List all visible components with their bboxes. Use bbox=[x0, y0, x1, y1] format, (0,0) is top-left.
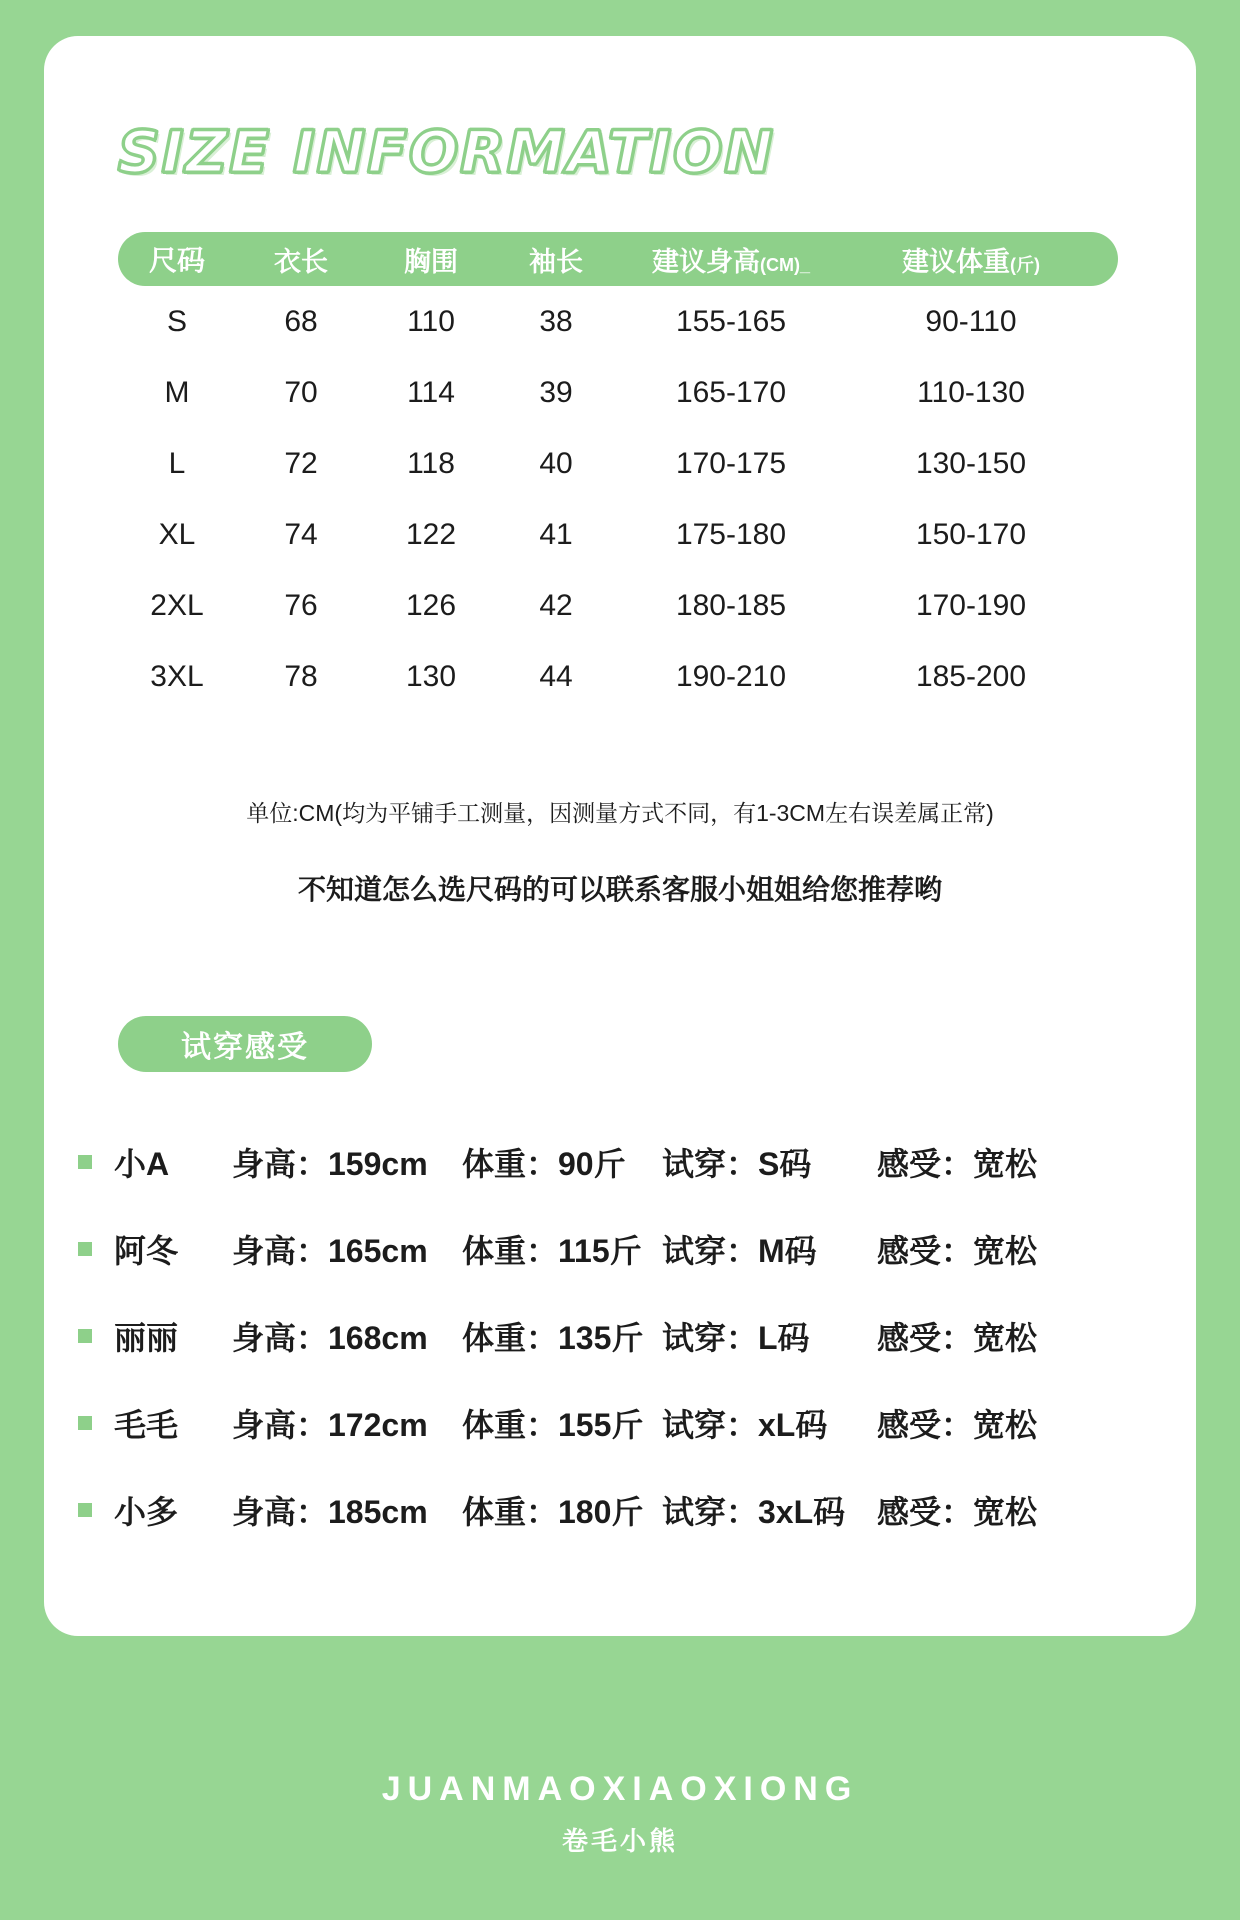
tester-feel: 感受：宽松 bbox=[877, 1406, 1038, 1443]
table-row bbox=[118, 499, 1118, 570]
cell-bust: 126 bbox=[405, 588, 457, 622]
header-length: 衣长 bbox=[274, 246, 328, 277]
cell-length: 74 bbox=[284, 517, 318, 551]
tester-size: 试穿：M码 bbox=[662, 1232, 817, 1269]
tester-feel: 感受：宽松 bbox=[877, 1145, 1038, 1182]
list-item bbox=[78, 1379, 1138, 1466]
tryon-feedback-list bbox=[78, 1118, 1138, 1553]
cell-bust: 118 bbox=[407, 446, 455, 480]
tester-weight: 体重：115斤 bbox=[462, 1232, 642, 1269]
cell-sleeve: 42 bbox=[539, 588, 573, 622]
cell-weight: 110-130 bbox=[917, 375, 1025, 409]
measurement-note: 单位:CM(均为平铺手工测量，因测量方式不同，有1-3CM左右误差属正常) bbox=[246, 800, 994, 826]
tester-height: 身高：159cm bbox=[232, 1145, 428, 1182]
cell-size: 3XL bbox=[150, 659, 204, 693]
cell-bust: 122 bbox=[405, 517, 457, 551]
header-size: 尺码 bbox=[148, 245, 205, 276]
tester-size: 试穿：S码 bbox=[662, 1145, 812, 1182]
tester-name: 丽丽 bbox=[114, 1319, 179, 1356]
tester-weight: 体重：155斤 bbox=[462, 1406, 644, 1443]
cell-size: S bbox=[166, 304, 187, 338]
table-row bbox=[118, 428, 1118, 499]
cell-height: 190-210 bbox=[675, 659, 787, 693]
header-sleeve: 袖长 bbox=[529, 246, 583, 277]
cell-height: 165-170 bbox=[675, 375, 787, 409]
header-weight: 建议体重(斤) bbox=[902, 246, 1040, 277]
cell-size: L bbox=[168, 446, 186, 480]
header-height-unit: (CM)_ bbox=[760, 254, 810, 275]
tester-name: 小A bbox=[114, 1145, 170, 1182]
tester-height: 身高：165cm bbox=[232, 1232, 428, 1269]
bullet-icon bbox=[78, 1329, 92, 1343]
list-item bbox=[78, 1118, 1138, 1205]
tester-weight: 体重：90斤 bbox=[462, 1145, 626, 1182]
cell-length: 68 bbox=[284, 304, 318, 338]
bullet-icon bbox=[78, 1416, 92, 1430]
tester-name: 小多 bbox=[114, 1493, 179, 1530]
brand-name-en: JUANMAOXIAOXIONG bbox=[381, 1770, 859, 1808]
cell-size: XL bbox=[158, 517, 196, 551]
tester-height: 身高：168cm bbox=[232, 1319, 428, 1356]
cell-weight: 150-170 bbox=[915, 517, 1027, 551]
tester-size: 试穿：L码 bbox=[662, 1319, 810, 1356]
size-table bbox=[118, 232, 1118, 712]
cell-sleeve: 44 bbox=[539, 659, 573, 693]
bullet-icon bbox=[78, 1155, 92, 1169]
cell-weight: 170-190 bbox=[915, 588, 1027, 622]
tester-size: 试穿：3xL码 bbox=[662, 1493, 846, 1530]
cell-size: M bbox=[164, 375, 190, 409]
tester-height: 身高：185cm bbox=[232, 1493, 428, 1530]
table-row bbox=[118, 286, 1118, 357]
tester-weight: 体重：180斤 bbox=[462, 1493, 644, 1530]
cell-sleeve: 38 bbox=[539, 304, 573, 338]
tester-name: 毛毛 bbox=[114, 1406, 179, 1443]
cell-bust: 130 bbox=[405, 659, 457, 693]
list-item bbox=[78, 1466, 1138, 1553]
tester-name: 阿冬 bbox=[114, 1232, 179, 1269]
cell-length: 78 bbox=[284, 659, 318, 693]
cell-height: 170-175 bbox=[675, 446, 787, 480]
tester-weight: 体重：135斤 bbox=[462, 1319, 644, 1356]
size-table-header-row bbox=[118, 232, 1118, 286]
brand-name-cn: 卷毛小熊 bbox=[561, 1826, 678, 1856]
tester-feel: 感受：宽松 bbox=[877, 1493, 1038, 1530]
bullet-icon bbox=[78, 1242, 92, 1256]
cell-sleeve: 39 bbox=[539, 375, 573, 409]
header-bust: 胸围 bbox=[404, 246, 458, 277]
cell-length: 72 bbox=[284, 446, 318, 480]
tryon-section-label: 试穿感受 bbox=[118, 1016, 372, 1072]
table-row bbox=[118, 570, 1118, 641]
header-height: 建议身高(CM)_ bbox=[652, 246, 810, 277]
cell-sleeve: 40 bbox=[539, 446, 573, 480]
cell-bust: 110 bbox=[407, 304, 455, 338]
footer bbox=[0, 1770, 1240, 1858]
table-row bbox=[118, 641, 1118, 712]
cell-weight: 130-150 bbox=[915, 446, 1027, 480]
tester-feel: 感受：宽松 bbox=[877, 1232, 1038, 1269]
tester-height: 身高：172cm bbox=[232, 1406, 428, 1443]
cell-weight: 90-110 bbox=[925, 304, 1017, 338]
table-row bbox=[118, 357, 1118, 428]
cell-weight: 185-200 bbox=[915, 659, 1027, 693]
cell-size: 2XL bbox=[150, 588, 204, 622]
cell-sleeve: 41 bbox=[539, 517, 573, 551]
cell-height: 180-185 bbox=[675, 588, 787, 622]
cell-height: 155-165 bbox=[675, 304, 787, 338]
list-item bbox=[78, 1205, 1138, 1292]
tester-size: 试穿：xL码 bbox=[662, 1406, 828, 1443]
cell-bust: 114 bbox=[407, 375, 455, 409]
customer-service-note: 不知道怎么选尺码的可以联系客服小姐姐给您推荐哟 bbox=[297, 874, 943, 905]
cell-length: 70 bbox=[284, 375, 318, 409]
cell-height: 175-180 bbox=[675, 517, 787, 551]
cell-length: 76 bbox=[284, 588, 318, 622]
list-item bbox=[78, 1292, 1138, 1379]
header-weight-unit: (斤) bbox=[1010, 254, 1040, 275]
tester-feel: 感受：宽松 bbox=[877, 1319, 1038, 1356]
bullet-icon bbox=[78, 1503, 92, 1517]
page-title: SIZE INFORMATION bbox=[118, 118, 775, 186]
